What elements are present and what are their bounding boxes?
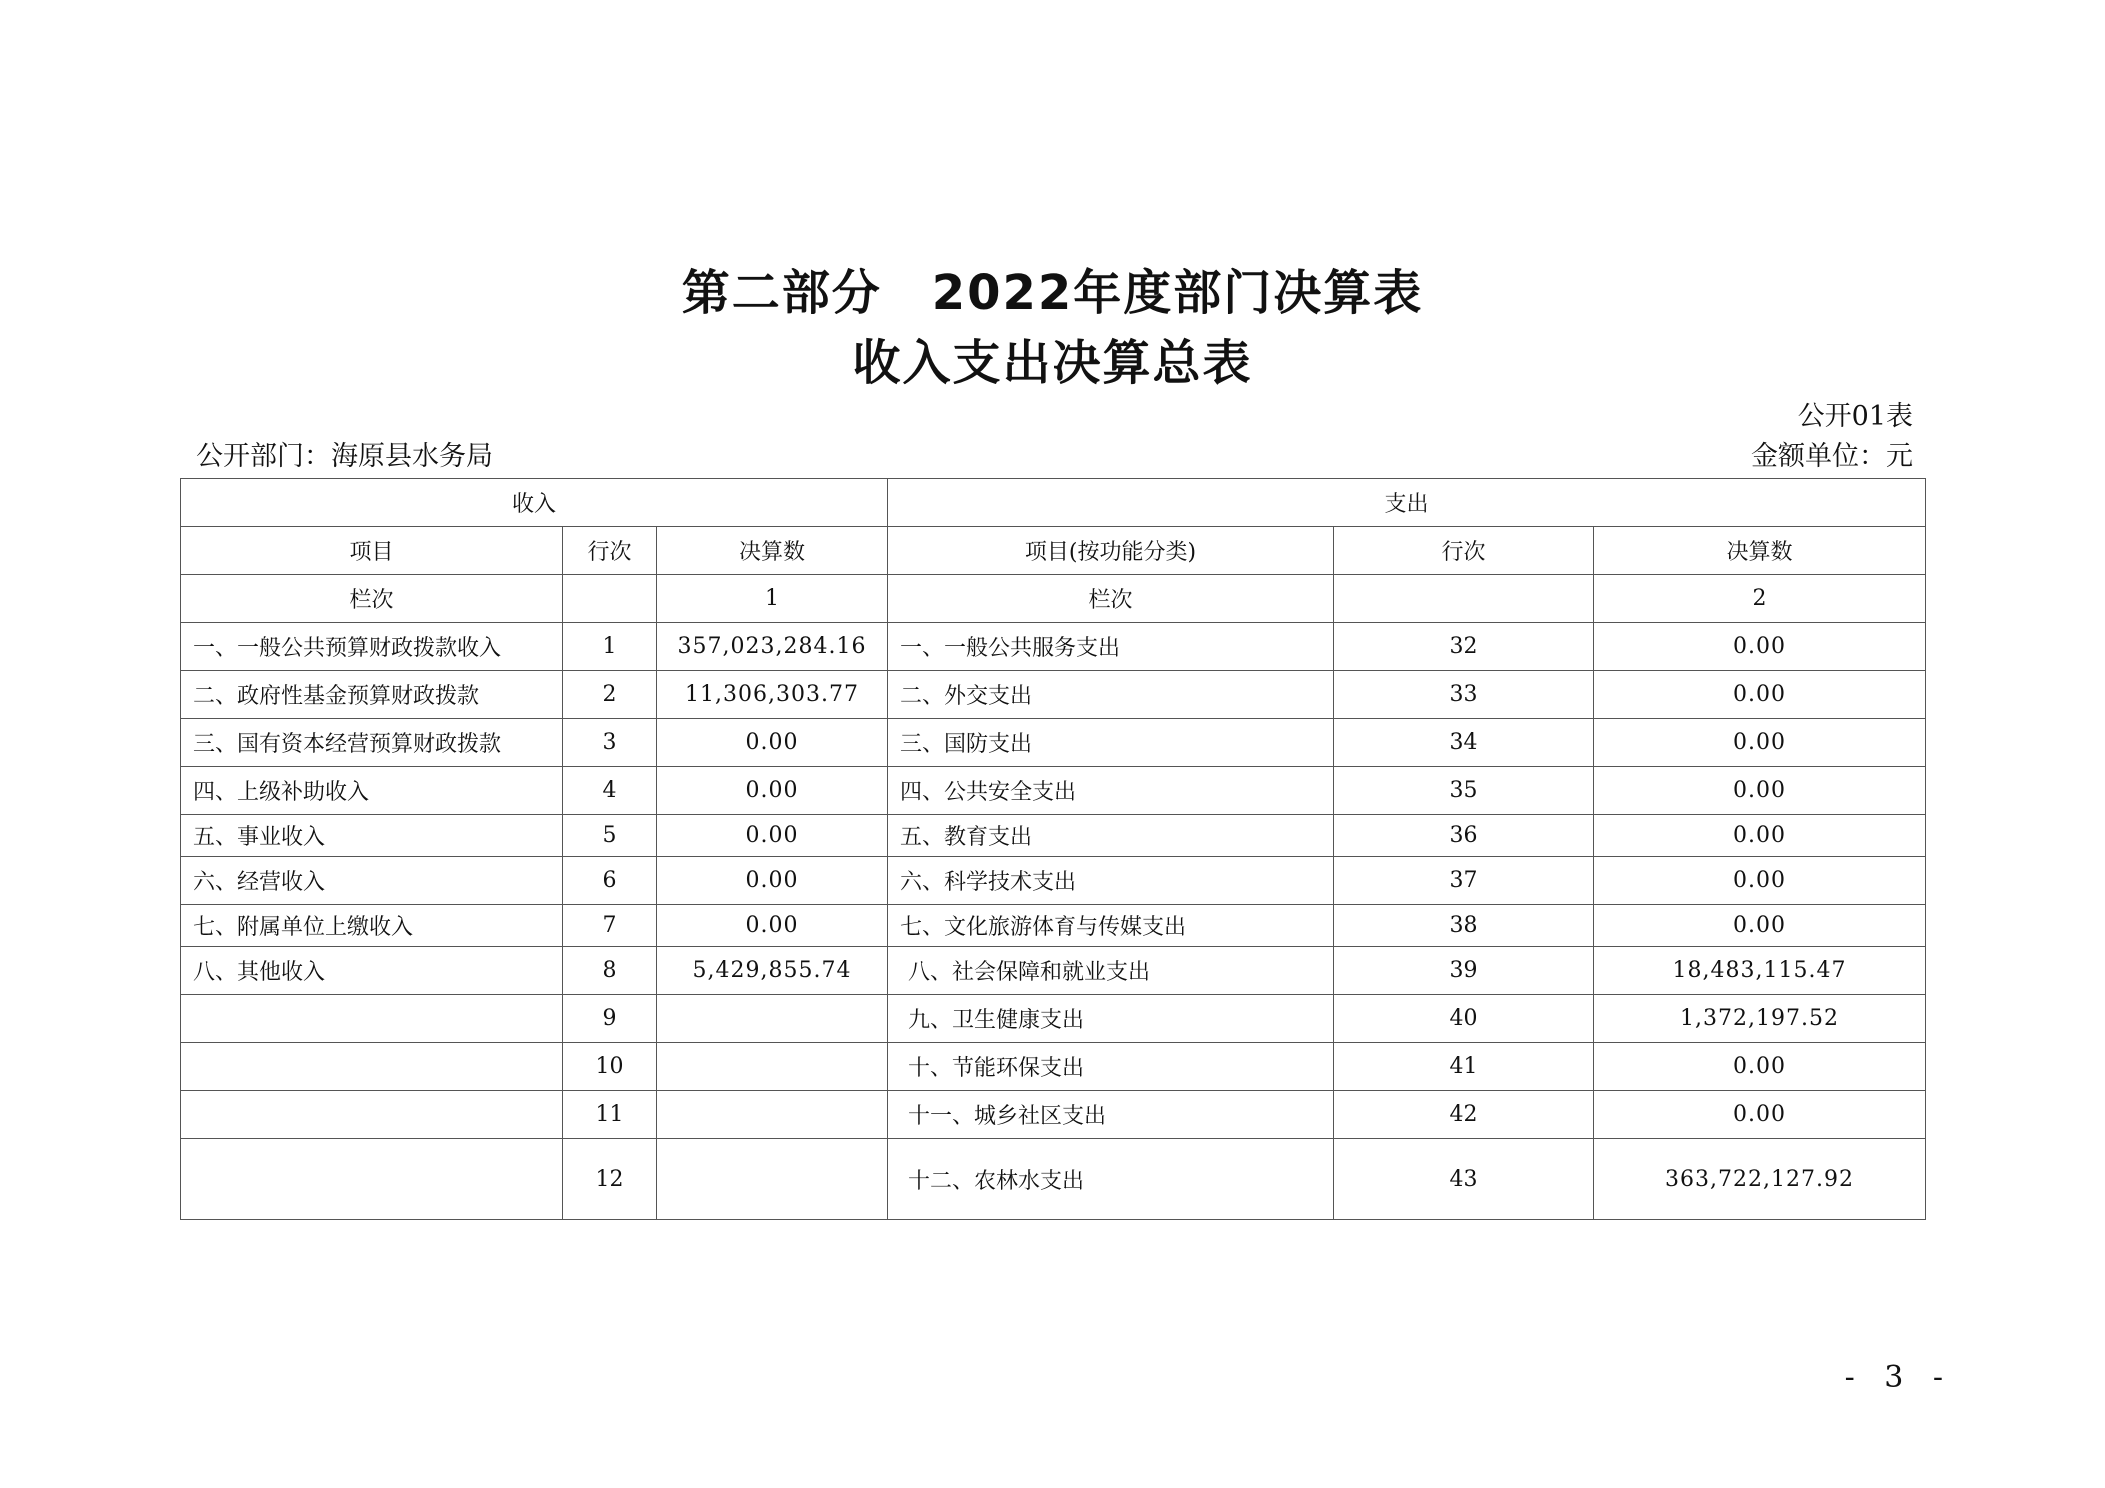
expense-line-no: 39 [1334,947,1594,995]
expense-item: 九、卫生健康支出 [888,995,1334,1043]
income-amount: 0.00 [657,767,888,815]
expense-header: 支出 [888,479,1926,527]
table-row [181,815,1926,857]
income-item: 三、国有资本经营预算财政拨款 [181,719,563,767]
income-header: 收入 [181,479,888,527]
income-line-no: 6 [563,857,657,905]
col-line2-header: 行次 [1334,527,1594,575]
income-amount [657,1043,888,1091]
table-row [181,857,1926,905]
expense-amount: 0.00 [1594,1043,1926,1091]
income-line-no: 10 [563,1043,657,1091]
income-amount: 0.00 [657,857,888,905]
expense-amount: 1,372,197.52 [1594,995,1926,1043]
income-amount [657,995,888,1043]
expense-amount: 18,483,115.47 [1594,947,1926,995]
income-amount: 11,306,303.77 [657,671,888,719]
expense-item: 十一、城乡社区支出 [888,1091,1334,1139]
expense-item: 三、国防支出 [888,719,1334,767]
col-item-func-header: 项目(按功能分类) [888,527,1334,575]
expense-line-no: 43 [1334,1139,1594,1220]
income-amount [657,1091,888,1139]
expense-item: 十二、农林水支出 [888,1139,1334,1220]
income-item: 四、上级补助收入 [181,767,563,815]
form-number: 公开01表 [1797,401,1913,432]
col-item-header: 项目 [181,527,563,575]
expense-item: 六、科学技术支出 [888,857,1334,905]
unit-label: 金额单位：元 [1751,441,1913,472]
expense-item: 十、节能环保支出 [888,1043,1334,1091]
income-line-no: 3 [563,719,657,767]
col-seq-1: 1 [657,575,888,623]
expense-item: 五、教育支出 [888,815,1334,857]
expense-amount: 0.00 [1594,905,1926,947]
expense-line-no: 38 [1334,905,1594,947]
expense-amount: 0.00 [1594,719,1926,767]
income-item: 五、事业收入 [181,815,563,857]
income-line-no: 12 [563,1139,657,1220]
col-line-header: 行次 [563,527,657,575]
income-item [181,995,563,1043]
table-row [181,1043,1926,1091]
income-item: 一、一般公共预算财政拨款收入 [181,623,563,671]
expense-amount: 0.00 [1594,623,1926,671]
expense-line-no: 35 [1334,767,1594,815]
page-number: - 3 - [1844,1360,1953,1395]
table-row [181,671,1926,719]
income-line-no: 7 [563,905,657,947]
table-row [181,623,1926,671]
expense-amount: 0.00 [1594,815,1926,857]
col-seq-label-2: 栏次 [888,575,1334,623]
income-item: 六、经营收入 [181,857,563,905]
income-line-no: 5 [563,815,657,857]
expense-line-no: 41 [1334,1043,1594,1091]
department-label: 公开部门：海原县水务局 [196,441,493,472]
income-expense-table [180,478,1926,1220]
income-amount: 357,023,284.16 [657,623,888,671]
income-line-no: 4 [563,767,657,815]
column-header-row [181,527,1926,575]
expense-amount: 363,722,127.92 [1594,1139,1926,1220]
col-seq-2: 2 [1594,575,1926,623]
income-amount: 5,429,855.74 [657,947,888,995]
col-amount-header: 决算数 [657,527,888,575]
expense-amount: 0.00 [1594,767,1926,815]
expense-amount: 0.00 [1594,671,1926,719]
section-header-row [181,479,1926,527]
income-item [181,1043,563,1091]
document-title: 第二部分 2022年度部门决算表 [681,265,1424,321]
expense-line-no: 42 [1334,1091,1594,1139]
income-amount: 0.00 [657,905,888,947]
table-row [181,1139,1926,1220]
column-seq-row [181,575,1926,623]
expense-line-no: 33 [1334,671,1594,719]
expense-line-no: 34 [1334,719,1594,767]
income-item: 二、政府性基金预算财政拨款 [181,671,563,719]
expense-line-no: 36 [1334,815,1594,857]
expense-line-no: 37 [1334,857,1594,905]
income-item: 七、附属单位上缴收入 [181,905,563,947]
col-seq-label: 栏次 [181,575,563,623]
col-amount2-header: 决算数 [1594,527,1926,575]
table-row [181,1091,1926,1139]
table-title: 收入支出决算总表 [852,335,1253,391]
expense-item: 七、文化旅游体育与传媒支出 [888,905,1334,947]
table-row [181,947,1926,995]
income-amount [657,1139,888,1220]
table-row [181,905,1926,947]
expense-amount: 0.00 [1594,857,1926,905]
expense-line-no: 32 [1334,623,1594,671]
income-amount: 0.00 [657,719,888,767]
income-line-no: 2 [563,671,657,719]
income-line-no: 8 [563,947,657,995]
income-item [181,1139,563,1220]
expense-item: 一、一般公共服务支出 [888,623,1334,671]
expense-line-no: 40 [1334,995,1594,1043]
expense-amount: 0.00 [1594,1091,1926,1139]
expense-item: 四、公共安全支出 [888,767,1334,815]
income-item [181,1091,563,1139]
col-seq-empty [563,575,657,623]
income-line-no: 11 [563,1091,657,1139]
income-line-no: 1 [563,623,657,671]
table-row [181,767,1926,815]
expense-item: 八、社会保障和就业支出 [888,947,1334,995]
income-amount: 0.00 [657,815,888,857]
expense-item: 二、外交支出 [888,671,1334,719]
table-row [181,719,1926,767]
income-line-no: 9 [563,995,657,1043]
income-item: 八、其他收入 [181,947,563,995]
table-row [181,995,1926,1043]
col-seq-empty-2 [1334,575,1594,623]
